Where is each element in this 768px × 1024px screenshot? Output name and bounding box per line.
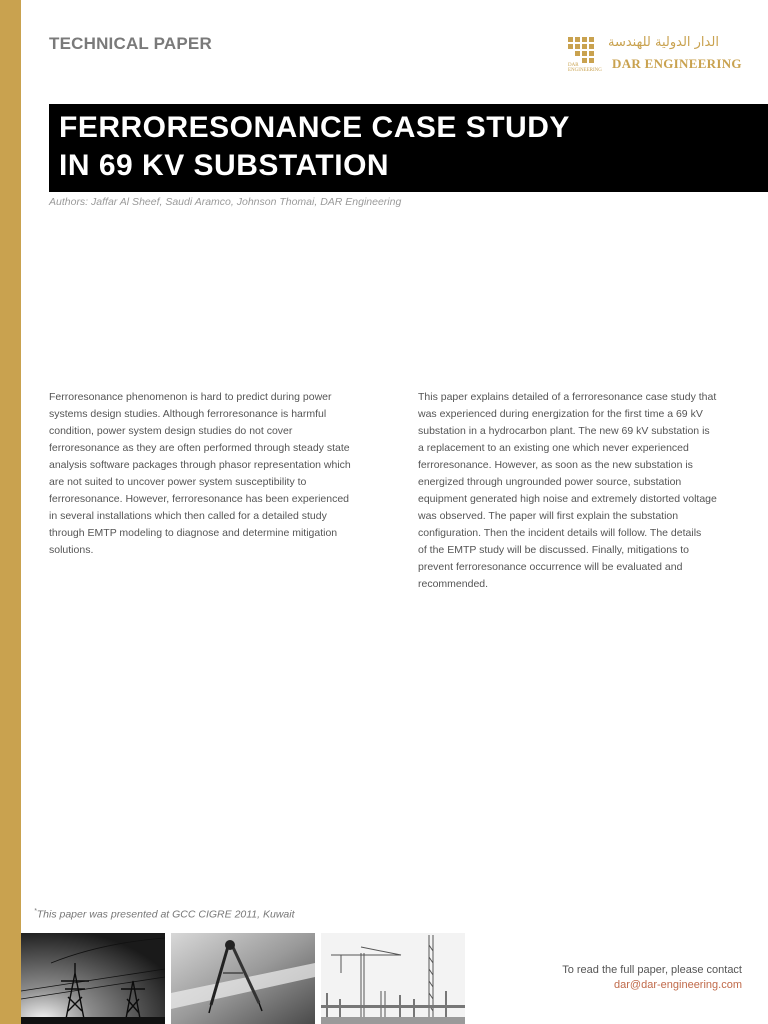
paragraph-line: was observed. The paper will first explain the substation [418,510,679,522]
logo-company-name: DAR ENGINEERING [612,56,742,71]
transmission-tower-photo [21,933,165,1024]
paragraph-line: ferroresonance. However, as soon as the new substation is [418,459,693,471]
contact-email-link[interactable]: dar@dar-engineering.com [614,979,742,991]
title-line-1: FERRORESONANCE CASE STUDY [59,111,570,144]
document-type-label: TECHNICAL PAPER [49,34,212,53]
paragraph-line: prevent ferroresonance occurrence will be evaluated and [418,561,683,573]
paragraph-line: This paper explains detailed of a ferroresonance case study that [418,391,717,403]
paragraph-line: configuration. Then the incident details will follow. The details [418,527,702,539]
drafting-compass-photo [171,933,315,1024]
paragraph-line: of the EMTP study will be discussed. Finally, mitigations to [418,544,689,556]
logo-arabic-name: الدار الدولية للهندسة [608,35,719,50]
paragraph-line: equipment generated high noise and extremely distorted voltage [418,493,717,505]
paragraph-line: recommended. [418,578,489,590]
paragraph-line: condition, power system design studies do not cover [49,425,293,437]
paragraph-line: substation in a hydrocarbon plant. The new 69 kV substation is [418,425,710,437]
paragraph-line: Ferroresonance phenomenon is hard to predict during power [49,391,332,403]
paragraph-line: in several installations which then called for a detailed study [49,510,327,522]
dar-engineering-logo [568,35,742,75]
paragraph-line: systems design studies. Although ferroresonance is harmful [49,408,327,420]
authors-line: Authors: Jaffar Al Sheef, Saudi Aramco, Johnson Thomai, DAR Engineering [49,196,402,208]
paragraph-line: solutions. [49,544,94,556]
contact-info [562,963,742,993]
paragraph-line: through EMTP modeling to diagnose and determine mitigation [49,527,338,539]
paragraph-line: a replacement to an existing one which never experienced [418,442,689,454]
title-line-2: IN 69 KV SUBSTATION [59,149,390,182]
abstract-left-column [49,389,379,559]
paragraph-line: ferroresonance as they are often performed through steady state [49,442,350,454]
contact-text: To read the full paper, please contact [562,964,742,976]
paragraph-line: analysis software packages through phasor representation which [49,459,351,471]
abstract-right-column [418,389,740,593]
presentation-footnote: *This paper was presented at GCC CIGRE 2011, Kuwait [34,908,295,921]
title-banner [49,104,768,192]
logo-small-text: DAR ENGINEERING [568,63,602,73]
paragraph-line: ferroresonance. However, ferroresonance has been experienced [49,493,350,505]
paragraph-line: are not suited to uncover power system susceptibility to [49,476,307,488]
paragraph-line: energized through ungrounded power source, substation [418,476,682,488]
paragraph-line: was experienced during energization for the first time a 69 kV [418,408,703,420]
construction-crane-photo [321,933,465,1024]
left-accent-bar [0,0,21,1024]
